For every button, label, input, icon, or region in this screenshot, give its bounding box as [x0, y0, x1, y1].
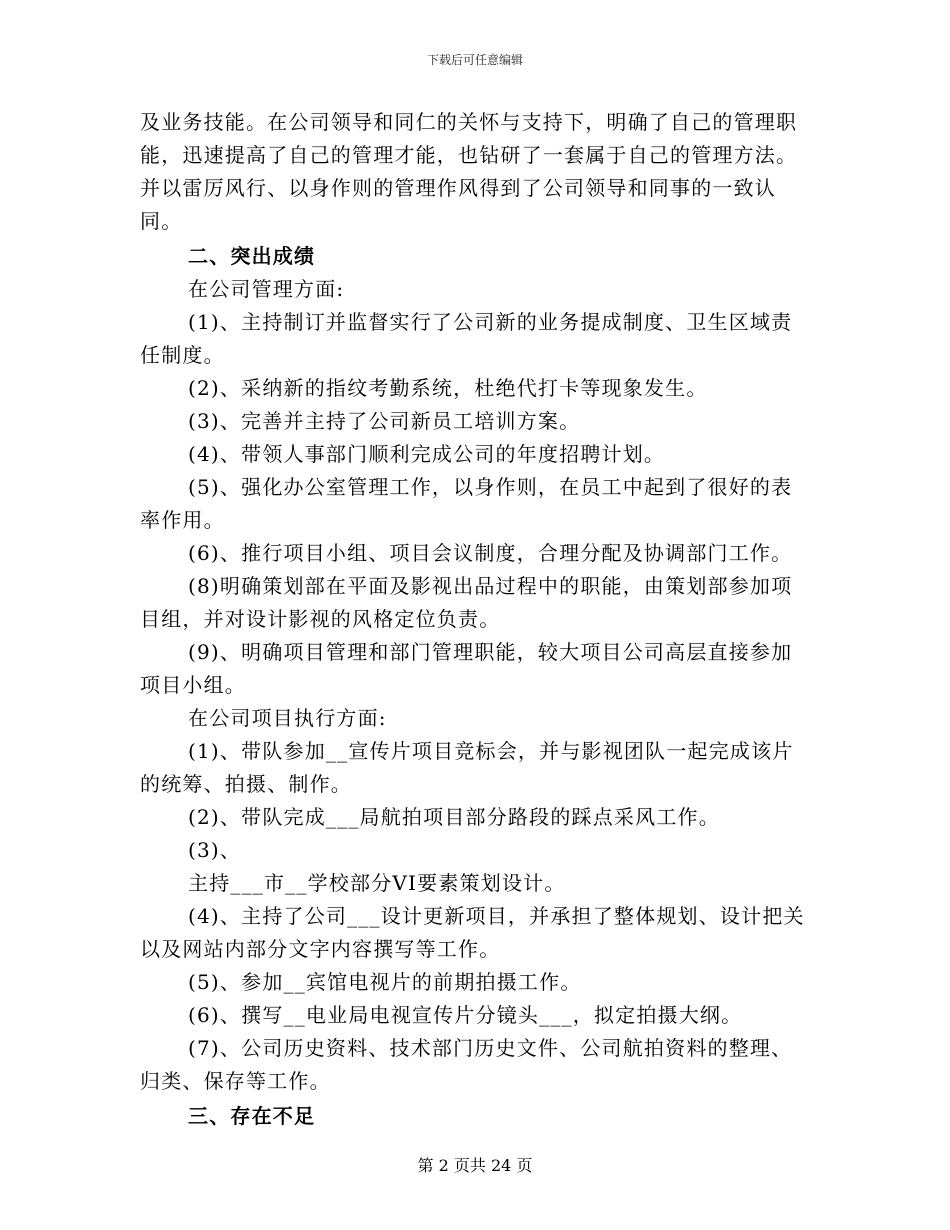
list-item: (2)、带队完成___局航拍项目部分路段的踩点采风工作。	[188, 805, 720, 829]
list-item: (4)、主持了公司___设计更新项目，并承担了整体规划、设计把关以及网站内部分文字内容撰写等工作。	[140, 904, 805, 961]
list-item: (6)、撰写__电业局电视宣传片分镜头___，拟定拍摄大纲。	[188, 1003, 743, 1027]
list-item: (1)、带队参加__宣传片项目竞标会，并与影视团队一起完成该片的统筹、拍摄、制作。	[140, 739, 794, 796]
list-item: (5)、参加__宾馆电视片的前期拍摄工作。	[188, 970, 582, 994]
list-item: (3)、完善并主持了公司新员工培训方案。	[188, 409, 581, 433]
paragraph: 及业务技能。在公司领导和同仁的关怀与支持下，明确了自己的管理职能，迅速提高了自己的管理才能，也钻研了一套属于自己的管理方法。并以雷厉风行、以身作则的管理作风得到了公司领导和同事的一致认同。	[140, 110, 798, 233]
section-heading: 三、存在不足	[188, 1104, 316, 1128]
list-item: (6)、推行项目小组、项目会议制度，合理分配及协调部门工作。	[188, 541, 793, 565]
list-item: (3)、	[188, 838, 242, 862]
list-item: (9)、明确项目管理和部门管理职能，较大项目公司高层直接参加项目小组。	[140, 640, 793, 697]
list-item: (2)、采纳新的指纹考勤系统，杜绝代打卡等现象发生。	[188, 376, 708, 400]
section-heading: 二、突出成绩	[188, 244, 316, 268]
paragraph: 在公司管理方面:	[188, 277, 345, 301]
list-item: (1)、主持制订并监督实行了公司新的业务提成制度、卫生区域责任制度。	[140, 310, 793, 367]
page-header: 下载后可任意编辑	[426, 53, 523, 67]
list-item: (8)明确策划部在平面及影视出品过程中的职能，由策划部参加项目组，并对设计影视的风格定位负责。	[140, 574, 793, 631]
paragraph: 在公司项目执行方面:	[188, 706, 387, 730]
list-item: (7)、公司历史资料、技术部门历史文件、公司航拍资料的整理、归类、保存等工作。	[140, 1036, 793, 1093]
list-item: 主持___市__学校部分VI要素策划设计。	[188, 871, 566, 895]
list-item: (5)、强化办公室管理工作，以身作则，在员工中起到了很好的表率作用。	[140, 475, 793, 532]
document-body	[140, 106, 810, 1133]
list-item: (4)、带领人事部门顺利完成公司的年度招聘计划。	[188, 442, 666, 466]
page-footer: 第 2 页共 24 页	[417, 1156, 533, 1175]
